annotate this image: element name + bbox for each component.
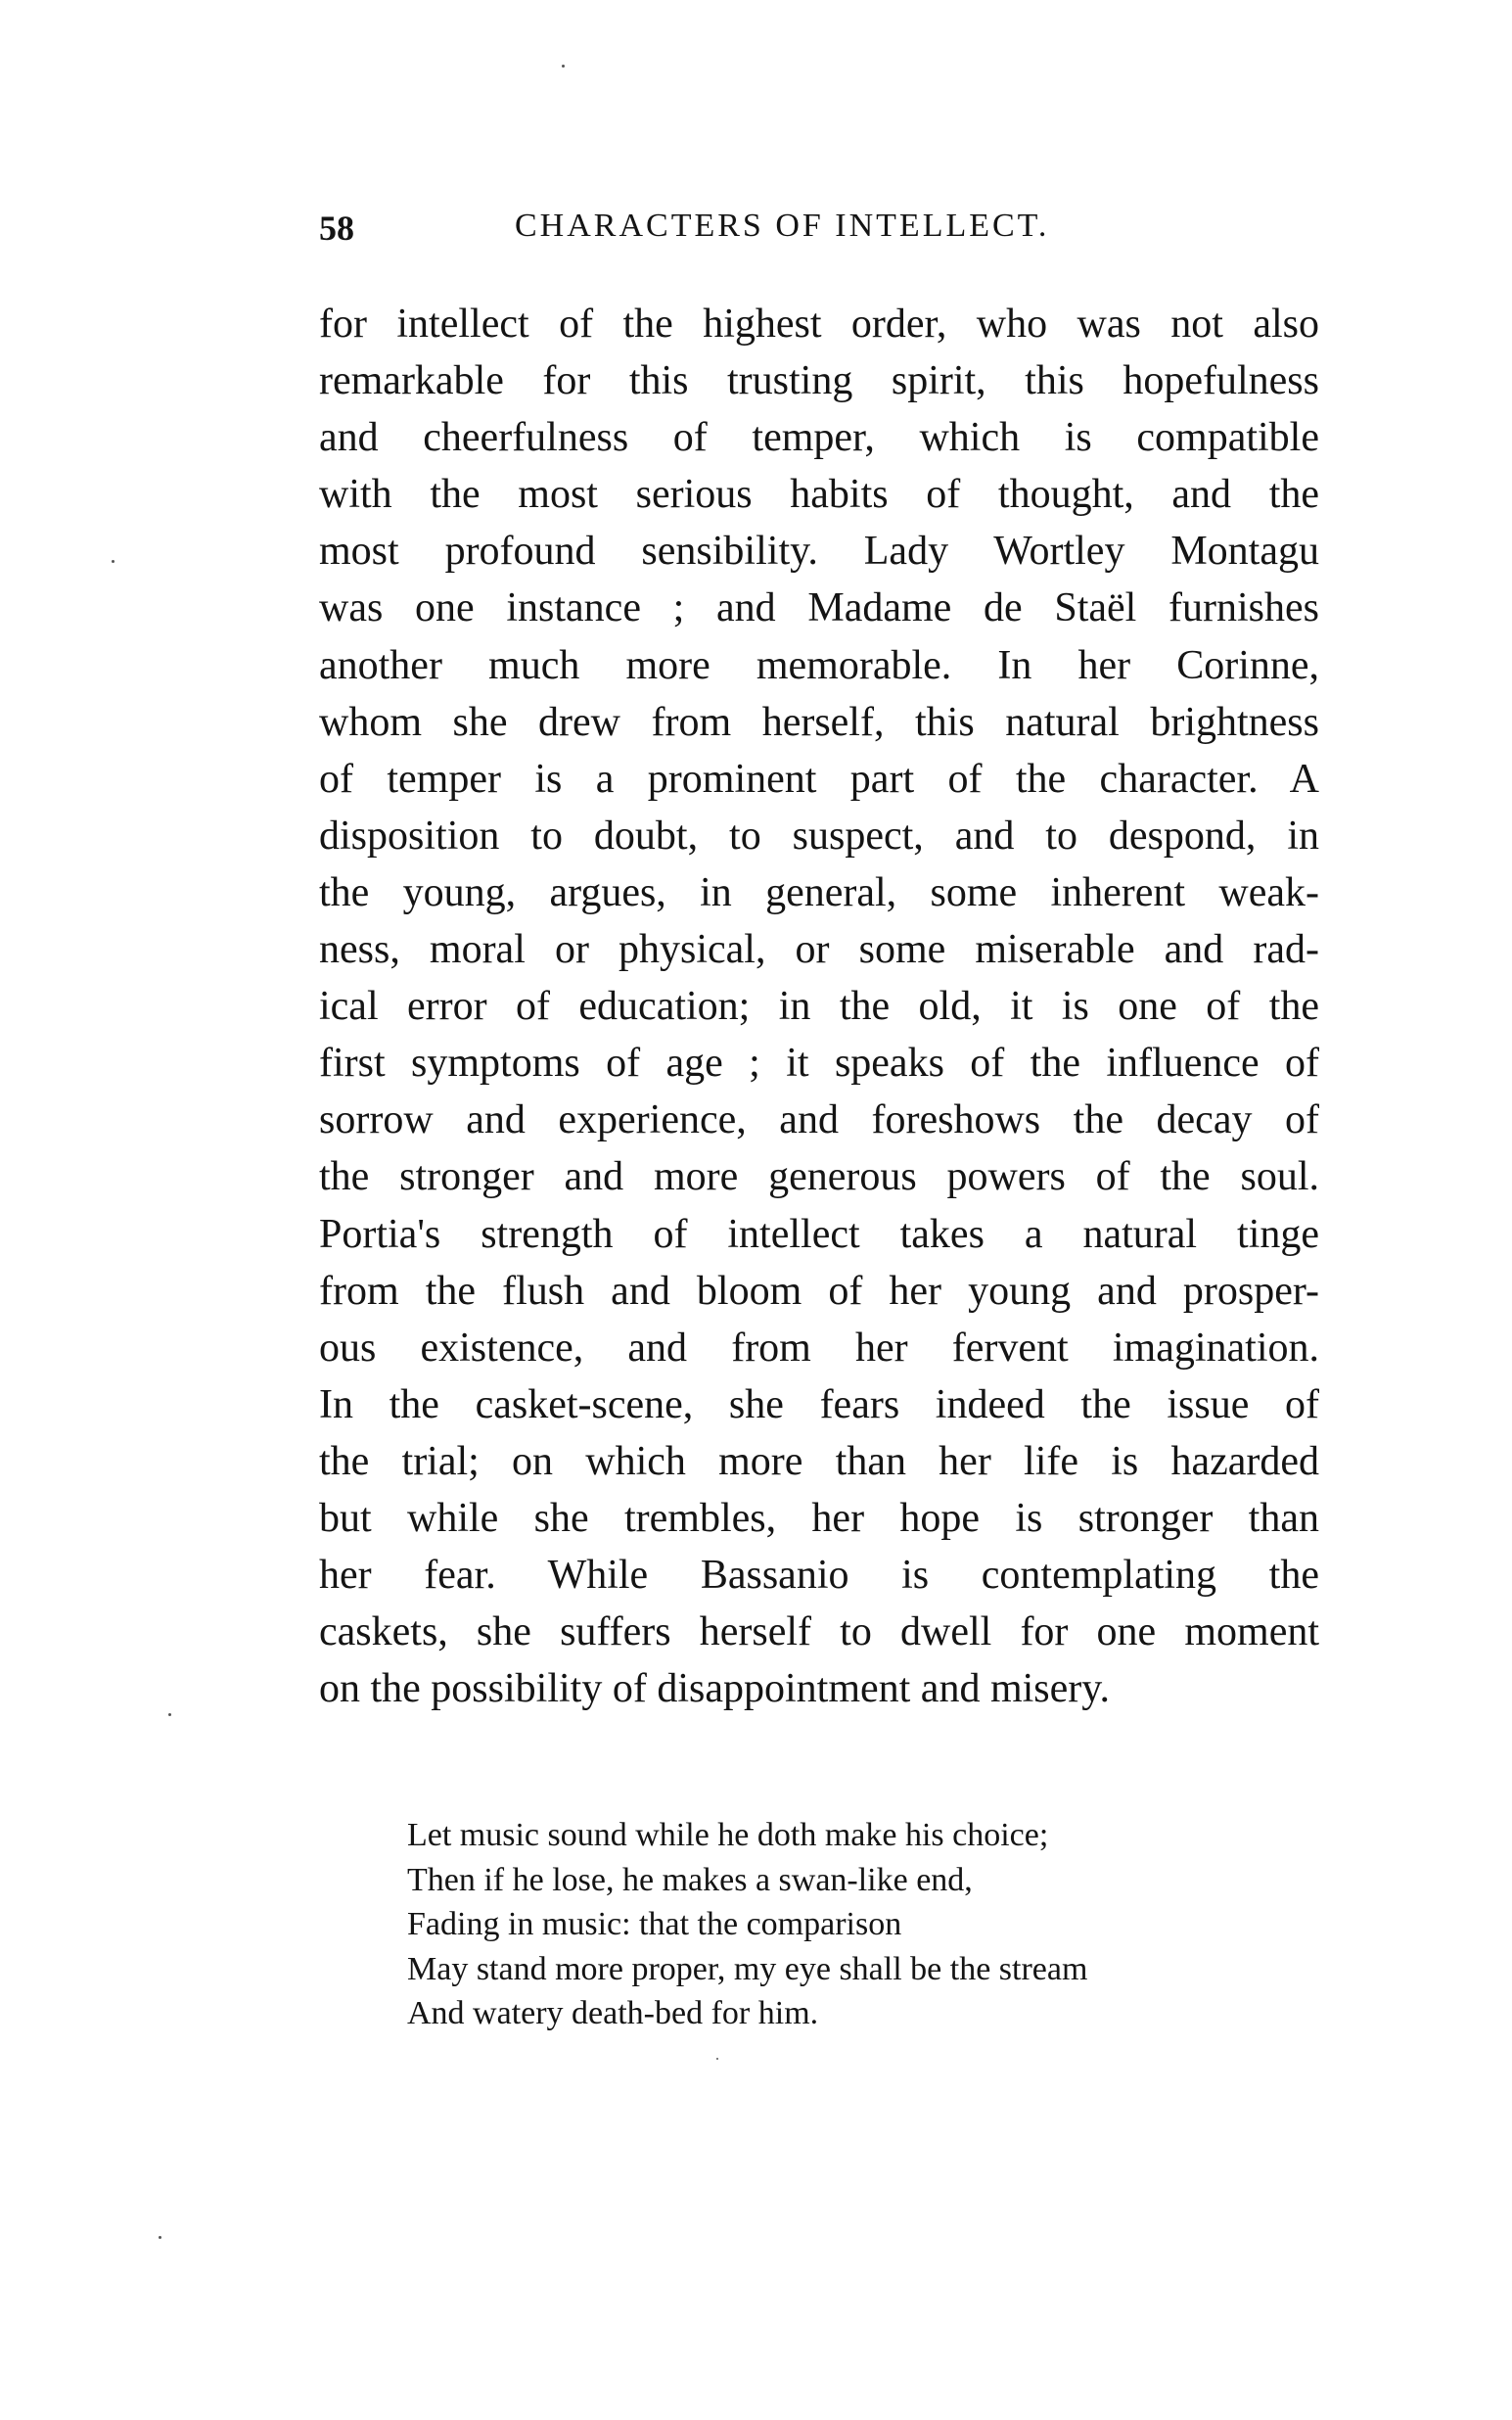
verse-line: Let music sound while he doth make his choice;: [407, 1817, 1049, 1853]
text-line: was one instance ; and Madame de Staël furnishes: [319, 585, 1319, 631]
text-line: first symptoms of age ; it speaks of the influence of: [319, 1041, 1319, 1087]
body-paragraph: [319, 296, 1319, 1717]
text-line: from the flush and bloom of her young and prosper-: [319, 1268, 1319, 1314]
text-line: but while she trembles, her hope is stronger than: [319, 1495, 1319, 1541]
running-title: CHARACTERS OF INTELLECT.: [515, 208, 1050, 244]
verse-line: Then if he lose, he makes a swan-like end,: [407, 1861, 973, 1898]
paper-speck: [562, 65, 565, 68]
page-header: [319, 208, 1141, 258]
paper-speck: [716, 2058, 718, 2060]
text-line: disposition to doubt, to suspect, and to despond, in: [319, 813, 1319, 859]
verse-line: And watery death-bed for him.: [407, 1995, 819, 2031]
text-line: the stronger and more generous powers of the soul.: [319, 1154, 1319, 1200]
text-line: her fear. While Bassanio is contemplating the: [319, 1553, 1319, 1599]
text-line: the trial; on which more than her life is hazarded: [319, 1438, 1319, 1484]
text-line: on the possibility of disappointment and misery.: [319, 1666, 1111, 1712]
text-line: most profound sensibility. Lady Wortley Montagu: [319, 529, 1319, 575]
verse-line: May stand more proper, my eye shall be the stream: [407, 1950, 1088, 1987]
text-line: In the casket-scene, she fears indeed the issue of: [319, 1381, 1319, 1427]
text-line: and cheerfulness of temper, which is compatible: [319, 415, 1319, 461]
verse-quotation: [407, 1813, 1317, 2036]
text-line: ous existence, and from her fervent imagination.: [319, 1325, 1319, 1371]
paper-speck: [168, 1713, 171, 1716]
text-line: sorrow and experience, and foreshows the decay of: [319, 1097, 1319, 1143]
text-line: remarkable for this trusting spirit, this hopefulness: [319, 358, 1319, 404]
text-line: for intellect of the highest order, who was not also: [319, 302, 1319, 347]
text-line: the young, argues, in general, some inherent weak-: [319, 869, 1319, 915]
paper-speck: [112, 560, 115, 563]
text-line: another much more memorable. In her Corinne,: [319, 642, 1319, 688]
text-line: ical error of education; in the old, it is one of the: [319, 984, 1319, 1030]
text-line: with the most serious habits of thought, and the: [319, 472, 1319, 518]
text-line: ness, moral or physical, or some miserable and rad-: [319, 927, 1319, 973]
text-line: whom she drew from herself, this natural brightness: [319, 699, 1319, 745]
text-line: of temper is a prominent part of the character. A: [319, 756, 1319, 802]
page-number: 58: [319, 209, 354, 248]
verse-line: Fading in music: that the comparison: [407, 1906, 902, 1942]
paper-speck: [159, 2236, 161, 2239]
text-line: Portia's strength of intellect takes a natural tinge: [319, 1211, 1319, 1257]
text-line: caskets, she suffers herself to dwell for one moment: [319, 1609, 1319, 1655]
